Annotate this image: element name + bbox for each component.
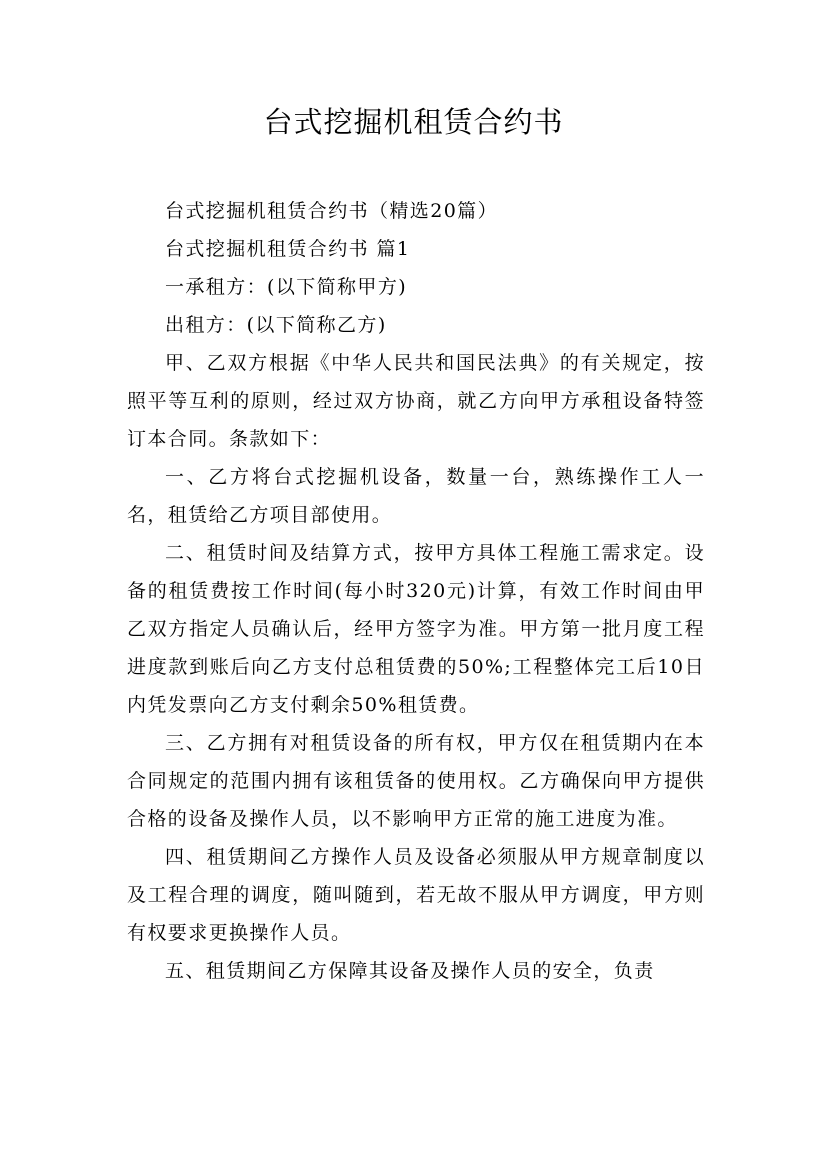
document-body <box>127 192 705 990</box>
document-title: 台式挖掘机租赁合约书 <box>263 105 564 139</box>
paragraph-lessor: 出租方：(以下简称乙方) <box>165 314 387 336</box>
paragraph-clause-1: 一、乙方将台式挖掘机设备，数量一台，熟练操作工人一名，租赁给乙方项目部使用。 <box>127 466 705 526</box>
paragraph-clause-5: 五、租赁期间乙方保障其设备及操作人员的安全，负责 <box>165 960 655 982</box>
paragraph-preamble: 甲、乙双方根据《中华人民共和国民法典》的有关规定，按照平等互利的原则，经过双方协商，就乙方向甲方承租设备特签订本合同。条款如下： <box>127 352 705 450</box>
paragraph-clause-2: 二、租赁时间及结算方式，按甲方具体工程施工需求定。设备的租赁费按工作时间(每小时320元)计算，有效工作时间由甲乙双方指定人员确认后，经甲方签字为准。甲方第一批月度工程进度款到账后向乙方支付总租赁费的50%;工程整体完工后10日内凭发票向乙方支付剩余50%租赁费。 <box>127 542 705 716</box>
paragraph-clause-4: 四、租赁期间乙方操作人员及设备必须服从甲方规章制度以及工程合理的调度，随叫随到，若无故不服从甲方调度，甲方则有权要求更换操作人员。 <box>127 846 705 944</box>
paragraph-subtitle: 台式挖掘机租赁合约书（精选20篇） <box>165 200 498 222</box>
paragraph-clause-3: 三、乙方拥有对租赁设备的所有权，甲方仅在租赁期内在本合同规定的范围内拥有该租赁备的使用权。乙方确保向甲方提供合格的设备及操作人员，以不影响甲方正常的施工进度为准。 <box>127 732 705 830</box>
paragraph-section-heading: 台式挖掘机租赁合约书 篇1 <box>165 238 411 260</box>
paragraph-lessee: 一承租方：(以下简称甲方) <box>165 276 408 298</box>
